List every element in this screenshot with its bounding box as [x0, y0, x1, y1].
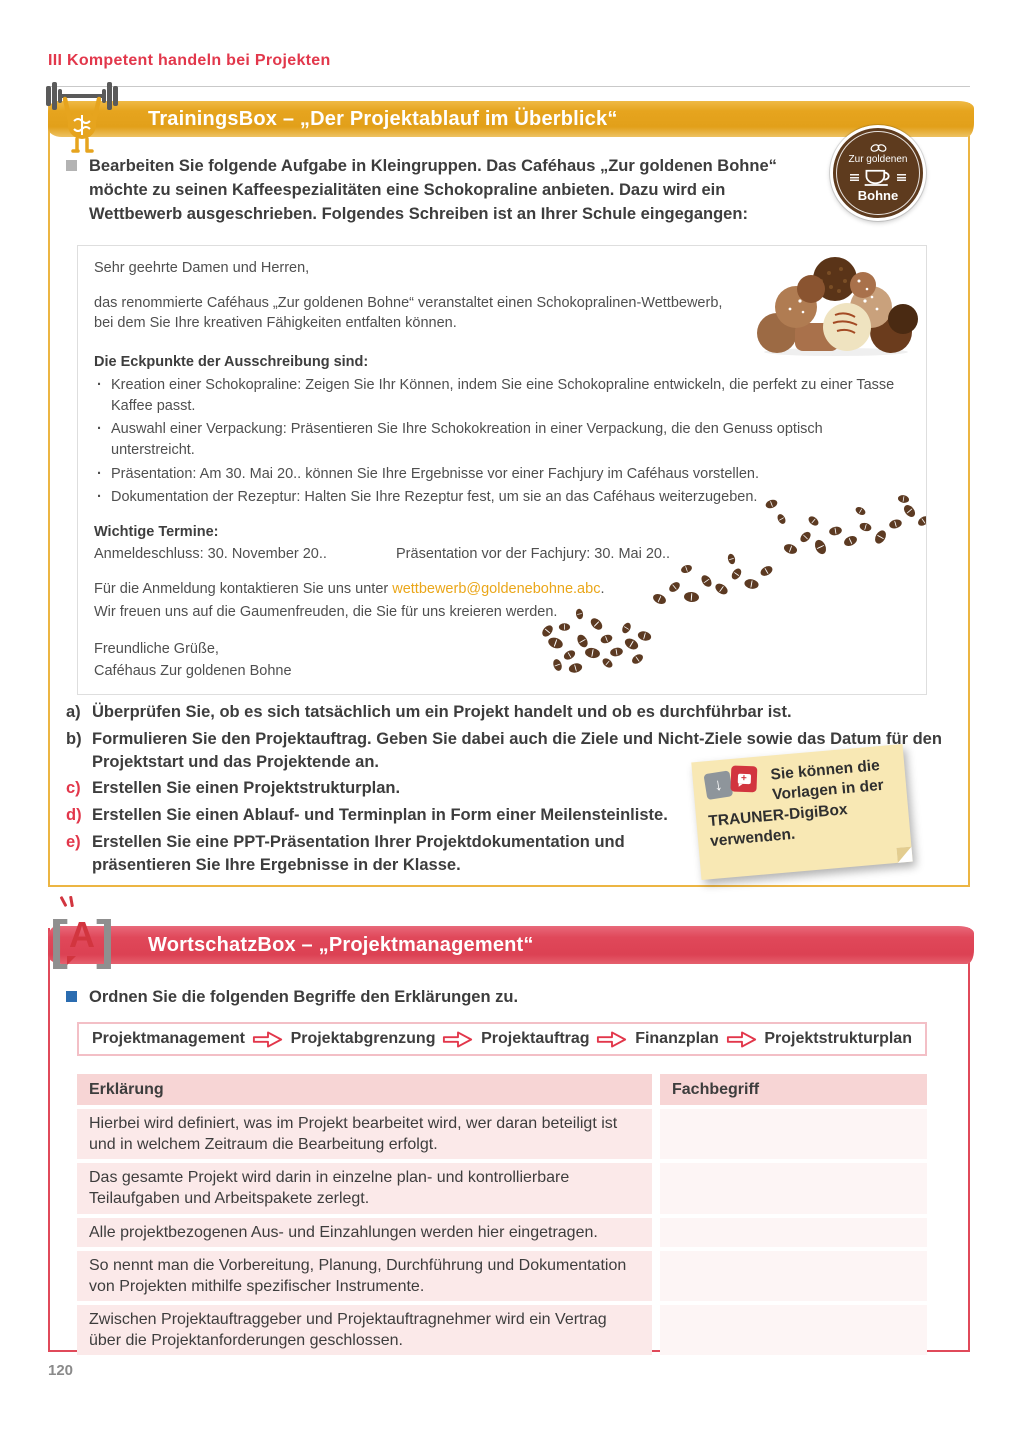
letter-eckpunkte-heading: Die Eckpunkte der Ausschreibung sind: — [94, 353, 369, 370]
trainingsbox-section — [48, 103, 970, 887]
table-row-explanation: So nennt man die Vorbereitung, Planung, Durchführung und Dokumentation von Projekten mithilfe spezifischer Instrumente. — [77, 1251, 652, 1301]
table-row-explanation: Das gesamte Projekt wird darin in einzelne plan- und kontrollierbare Teilaufgaben und Arbeitspakete zerlegt. — [77, 1163, 652, 1213]
task-text: Überprüfen Sie, ob es sich tatsächlich um ein Projekt handelt und ob es durchführbar ist. — [92, 703, 792, 721]
task-label: e) — [66, 832, 81, 851]
letter-bullet: · Auswahl einer Verpackung: Präsentieren Sie Ihre Schokokreation in einer Verpackung, die den Genuss optisch unterstreicht. — [94, 419, 910, 460]
trainingsbox-intro: Bearbeiten Sie folgende Aufgabe in Kleingruppen. Das Caféhaus „Zur goldenen Bohne“ möchte zu seinen Kaffeespezialitäten eine Schokopraline anbieten. Dazu wird ein Wettbewerb ausgeschrieben. Folgendes Schreiben ist an Ihrer Schule eingegangen: — [89, 157, 777, 223]
letter-bullet: · Dokumentation der Rezeptur: Halten Sie Ihre Rezeptur fest, um sie an das Caféhaus weiterzugeben. — [94, 487, 910, 508]
badge-dash-left — [850, 174, 859, 181]
coffee-bean — [759, 564, 774, 578]
signoff-name: Caféhaus Zur goldenen Bohne — [94, 662, 292, 679]
breadcrumb: III Kompetent handeln bei Projekten — [48, 52, 331, 69]
sticky-note — [691, 744, 912, 880]
download-icon: ↓ — [703, 770, 733, 800]
task-item-a — [66, 701, 952, 724]
letter-bullet-list — [94, 375, 910, 507]
table-row-explanation: Zwischen Projektauftraggeber und Projektauftragnehmer wird ein Vertrag über die Projektanforderungen geschlossen. — [77, 1305, 652, 1355]
task-label: d) — [66, 806, 82, 825]
letter-signoff — [94, 639, 910, 683]
signoff-greeting: Freundliche Grüße, — [94, 641, 219, 658]
task-text: Formulieren Sie den Projektauftrag. Geben Sie dabei auch die Ziele und Nicht-Ziele sowie das Datum für den Projektstart und das Projektende an. — [92, 729, 942, 771]
coffee-bean — [559, 623, 570, 631]
wortschatzbox-instruction-row — [66, 986, 790, 1010]
letter-box — [77, 245, 927, 695]
contact-prefix: Für die Anmeldung kontaktieren Sie uns unter — [94, 580, 393, 597]
page-number: 120 — [48, 1362, 74, 1379]
task-label: b) — [66, 729, 82, 748]
square-bullet-icon — [66, 991, 77, 1002]
letter-bullet: · Präsentation: Am 30. Mai 20.. können Sie Ihre Ergebnisse vor einer Fachjury im Caféhaus vorstellen. — [94, 464, 910, 485]
term-chip[interactable]: Projektmanagement — [92, 1030, 245, 1047]
deadline-presentation: Präsentation vor der Fachjury: 30. Mai 20.. — [396, 546, 671, 563]
term-strip — [77, 1022, 927, 1056]
letter-salutation: Sehr geehrte Damen und Herren, — [94, 260, 310, 276]
matching-table — [77, 1074, 927, 1355]
coffee-bean — [540, 623, 555, 638]
letter-paragraph: das renommierte Caféhaus „Zur goldenen Bohne“ veranstaltet einen Schokopralinen-Wettbewerb, bei dem Sie Ihre kreativen Fähigkeiten entfalten können. — [94, 294, 723, 332]
letter-dates-row — [94, 544, 910, 565]
coffee-beans-icon — [869, 143, 887, 153]
coffee-cup-icon — [862, 167, 894, 187]
weightlifter-icon — [40, 79, 124, 159]
deadline-registration: Anmeldeschluss: 30. November 20.. — [94, 546, 327, 563]
contact-suffix: . — [600, 580, 605, 597]
task-text: Erstellen Sie einen Ablauf- und Terminplan in Form einer Meilensteinliste. — [92, 806, 668, 825]
table-row-explanation: Alle projektbezogenen Aus- und Einzahlungen werden hier eingetragen. — [77, 1218, 652, 1247]
badge-dash-right — [897, 174, 906, 181]
arrow-right-icon — [596, 1029, 628, 1050]
wortschatzbox-banner — [48, 910, 974, 970]
coffee-bean — [916, 514, 927, 527]
column-header-erklaerung: Erklärung — [77, 1074, 652, 1105]
header-divider — [48, 86, 970, 87]
chocolate-pralines-photo — [751, 249, 921, 357]
task-label: a) — [66, 703, 81, 721]
trainingsbox-banner — [48, 101, 974, 137]
contact-email-link[interactable]: wettbewerb@goldenebohne.abc — [392, 580, 601, 597]
arrow-right-icon — [442, 1029, 474, 1050]
answer-cell[interactable] — [660, 1251, 927, 1301]
digibox-icons — [704, 766, 767, 807]
wortschatzbox-title: WortschatzBox – „Projektmanagement“ — [148, 934, 534, 956]
trainingsbox-intro-row — [66, 155, 790, 227]
letter-contact-line — [94, 579, 910, 600]
answer-cell[interactable] — [660, 1305, 927, 1355]
table-row-explanation: Hierbei wird definiert, was im Projekt bearbeitet wird, wer daran beteiligt ist und in welchem Zeitraum die Bearbeitung erfolgt. — [77, 1109, 652, 1159]
answer-cell[interactable] — [660, 1109, 927, 1159]
answer-cell[interactable] — [660, 1163, 927, 1213]
arrow-right-icon — [252, 1029, 284, 1050]
letter-closing-line: Wir freuen uns auf die Gaumenfreuden, die Sie für uns kreieren werden. — [94, 603, 558, 620]
task-text: Erstellen Sie eine PPT-Präsentation Ihrer Projektdokumentation und präsentieren Sie Ihre Ergebnisse in der Klasse. — [92, 832, 625, 874]
term-chip[interactable]: Projektauftrag — [481, 1030, 590, 1047]
goldene-bohne-logo — [830, 125, 926, 221]
badge-text-top: Zur goldenen — [848, 154, 908, 165]
term-chip[interactable]: Projektabgrenzung — [290, 1030, 436, 1047]
wortschatzbox-section — [48, 910, 970, 1352]
coffee-bean — [620, 621, 632, 634]
wortschatzbox-instruction: Ordnen Sie die folgenden Begriffe den Erklärungen zu. — [89, 988, 519, 1006]
term-chip[interactable]: Projektstrukturplan — [764, 1030, 912, 1047]
vocab-a-icon: [A] — [50, 900, 142, 988]
tick-marks-icon — [60, 896, 76, 908]
letter-bullet: · Kreation einer Schokopraline: Zeigen Sie Ihr Können, indem Sie eine Schokopraline entwickeln, die perfekt zu einer Tasse Kaffee passt. — [94, 375, 910, 416]
speech-bubble-plus-icon: + — [730, 765, 757, 792]
task-label: c) — [66, 779, 81, 798]
arrow-right-icon — [726, 1029, 758, 1050]
term-chip[interactable]: Finanzplan — [635, 1030, 719, 1047]
square-bullet-icon — [66, 160, 77, 171]
sticky-note-text: Sie können die Vorlagen in der TRAUNER-DigiBox verwenden. — [707, 757, 885, 851]
letter-termine-heading: Wichtige Termine: — [94, 523, 219, 540]
column-header-fachbegriff: Fachbegriff — [660, 1074, 927, 1105]
badge-text-bottom: Bohne — [857, 188, 899, 203]
coffee-bean — [680, 564, 693, 575]
answer-cell[interactable] — [660, 1218, 927, 1247]
task-text: Erstellen Sie einen Projektstrukturplan. — [92, 779, 401, 798]
trainingsbox-title: TrainingsBox – „Der Projektablauf im Überblick“ — [148, 108, 618, 130]
